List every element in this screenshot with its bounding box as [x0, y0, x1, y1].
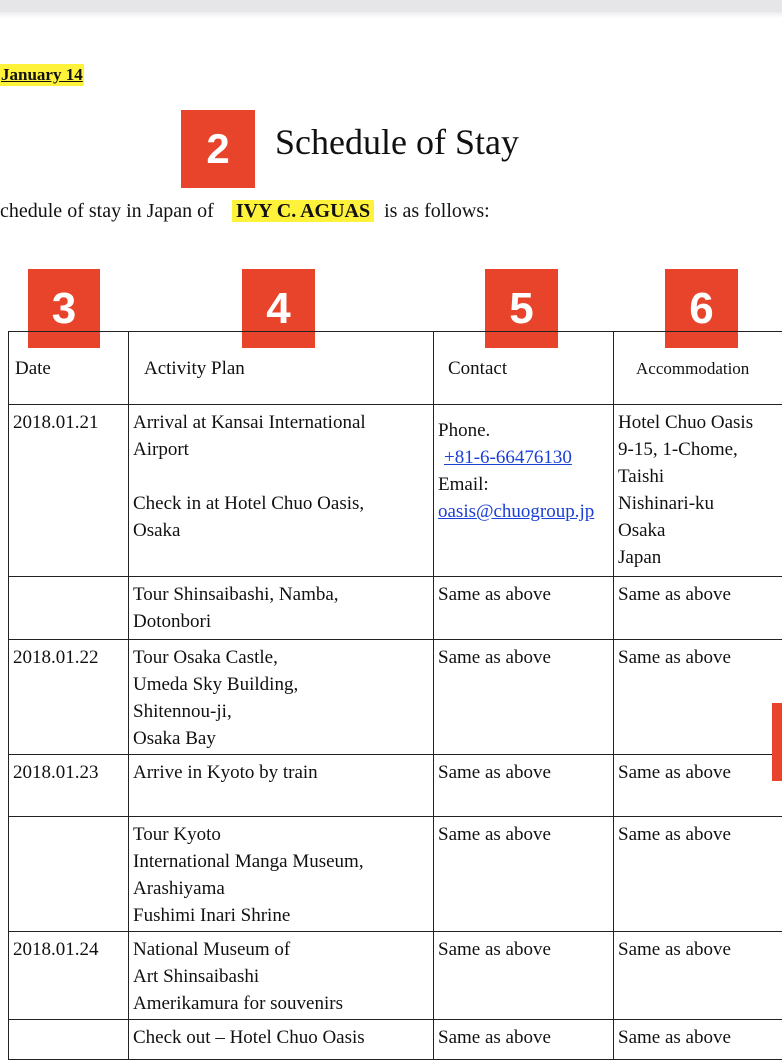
activity-line: Tour Shinsaibashi, Namba,	[133, 581, 429, 608]
row-activity	[129, 817, 434, 932]
row-accommodation: Same as above	[614, 932, 782, 1020]
phone-link[interactable]: +81-6-66476130	[444, 447, 572, 468]
step-badge-4: 4	[242, 269, 315, 348]
page-title: Schedule of Stay	[275, 120, 519, 164]
row-activity	[129, 755, 434, 817]
activity-line: Tour Kyoto	[133, 821, 429, 848]
activity-line: Osaka	[133, 517, 429, 544]
activity-line: Arashiyama	[133, 875, 429, 902]
browser-top-bar	[0, 0, 782, 12]
activity-line: Check out – Hotel Chuo Oasis	[133, 1024, 429, 1051]
header-contact: Contact	[434, 332, 614, 405]
row-contact	[434, 405, 614, 577]
row-activity	[129, 932, 434, 1020]
activity-line: Umeda Sky Building,	[133, 671, 429, 698]
row-contact: Same as above	[434, 755, 614, 817]
phone-label: Phone.	[438, 417, 609, 444]
row-date	[9, 1020, 129, 1060]
email-label: Email:	[438, 471, 609, 498]
table-row	[9, 640, 782, 755]
row-contact: Same as above	[434, 932, 614, 1020]
email-link[interactable]: oasis@chuogroup.jp	[438, 501, 594, 522]
row-contact: Same as above	[434, 817, 614, 932]
header-activity: Activity Plan	[129, 332, 434, 405]
row-date: 2018.01.22	[9, 640, 129, 755]
activity-line: Amerikamura for souvenirs	[133, 990, 429, 1017]
activity-line: Check in at Hotel Chuo Oasis,	[133, 490, 429, 517]
activity-line: Arrive in Kyoto by train	[133, 759, 429, 786]
row-activity	[129, 577, 434, 640]
schedule-table	[8, 331, 782, 1060]
row-activity	[129, 1020, 434, 1060]
row-date: 2018.01.23	[9, 755, 129, 817]
table-row	[9, 755, 782, 817]
header-accommodation: Accommodation	[614, 332, 782, 405]
intro-sentence	[0, 198, 490, 224]
annotation-marker	[772, 703, 782, 781]
accommodation-line: Hotel Chuo Oasis	[618, 409, 782, 436]
row-accommodation	[614, 405, 782, 577]
row-date	[9, 577, 129, 640]
row-accommodation: Same as above	[614, 817, 782, 932]
row-date	[9, 817, 129, 932]
activity-line: Shitennou-ji,	[133, 698, 429, 725]
row-date: 2018.01.24	[9, 932, 129, 1020]
row-accommodation: Same as above	[614, 640, 782, 755]
activity-line: Art Shinsaibashi	[133, 963, 429, 990]
row-contact: Same as above	[434, 1020, 614, 1060]
top-bar-shadow	[0, 12, 782, 18]
activity-line: International Manga Museum,	[133, 848, 429, 875]
row-contact: Same as above	[434, 640, 614, 755]
row-date: 2018.01.21	[9, 405, 129, 577]
activity-line	[133, 463, 429, 490]
row-accommodation: Same as above	[614, 577, 782, 640]
step-badge-3: 3	[28, 269, 100, 348]
activity-line: Arrival at Kansai International	[133, 409, 429, 436]
activity-line: Osaka Bay	[133, 725, 429, 752]
row-contact: Same as above	[434, 577, 614, 640]
table-row	[9, 932, 782, 1020]
row-activity	[129, 405, 434, 577]
activity-line: National Museum of	[133, 936, 429, 963]
step-badge-6: 6	[665, 269, 738, 348]
step-badge-5: 5	[485, 269, 558, 348]
intro-prefix: chedule of stay in Japan of	[0, 200, 214, 222]
row-activity	[129, 640, 434, 755]
applicant-name: IVY C. AGUAS	[232, 200, 374, 222]
accommodation-line: Japan	[618, 544, 782, 571]
accommodation-line: Nishinari-ku	[618, 490, 782, 517]
header-date: Date	[9, 332, 129, 405]
table-row	[9, 1020, 782, 1060]
activity-line: Fushimi Inari Shrine	[133, 902, 429, 929]
activity-line: Tour Osaka Castle,	[133, 644, 429, 671]
table-row	[9, 817, 782, 932]
intro-suffix: is as follows:	[384, 200, 490, 222]
step-badge-2: 2	[181, 110, 255, 188]
accommodation-line: 9-15, 1-Chome,	[618, 436, 782, 463]
document-date: January 14	[0, 64, 84, 86]
row-accommodation: Same as above	[614, 1020, 782, 1060]
accommodation-line: Taishi	[618, 463, 782, 490]
table-row	[9, 577, 782, 640]
table-header-row	[9, 332, 782, 405]
activity-line: Airport	[133, 436, 429, 463]
row-accommodation: Same as above	[614, 755, 782, 817]
accommodation-line: Osaka	[618, 517, 782, 544]
table-row	[9, 405, 782, 577]
activity-line: Dotonbori	[133, 608, 429, 635]
